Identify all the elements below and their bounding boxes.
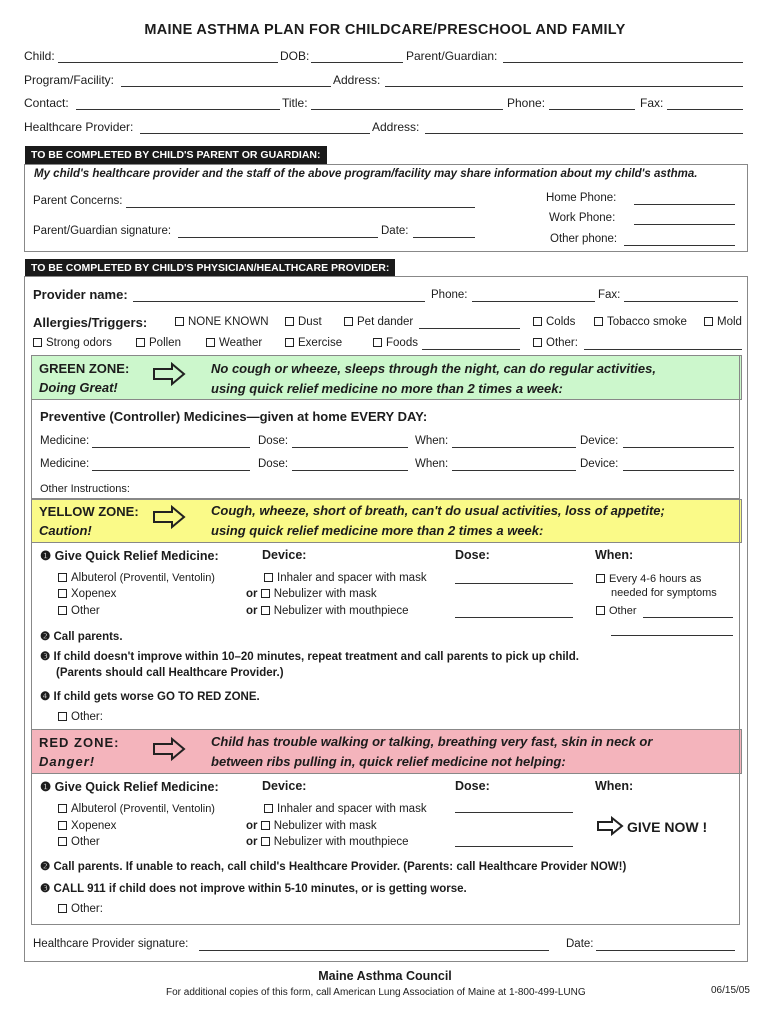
- red-dose-field-1[interactable]: [455, 812, 573, 813]
- when-field-1[interactable]: [452, 447, 576, 448]
- trigger-label: Colds: [546, 316, 576, 328]
- yellow-step-2: ❷ Call parents.: [40, 631, 123, 643]
- dose-label-2: Dose:: [258, 458, 289, 470]
- phone-label: Phone:: [507, 96, 546, 110]
- contact-field[interactable]: [76, 109, 280, 110]
- device-label-1: Device:: [580, 435, 619, 447]
- red-zone-status: Danger!: [39, 754, 96, 769]
- yellow-neb-mask-option[interactable]: [246, 588, 377, 600]
- green-zone-desc-2: using quick relief medicine no more than 2 times a week:: [211, 381, 563, 396]
- trigger-other[interactable]: [533, 337, 578, 349]
- when-label-2: When:: [415, 458, 449, 470]
- allergies-label: Allergies/Triggers:: [33, 315, 148, 330]
- form-title: MAINE ASTHMA PLAN FOR CHILDCARE/PRESCHOOL AND FAMILY: [144, 22, 626, 38]
- red-inhaler-option[interactable]: [264, 803, 427, 815]
- provider-fax-field[interactable]: [624, 301, 738, 302]
- program-facility-field[interactable]: [121, 86, 331, 87]
- green-zone-box: [31, 355, 740, 499]
- other-phone-field[interactable]: [624, 245, 735, 246]
- red-dose-field-2[interactable]: [455, 846, 573, 847]
- checkbox[interactable]: [58, 804, 67, 813]
- checkbox[interactable]: [264, 573, 273, 582]
- work-phone-field[interactable]: [634, 224, 735, 225]
- yellow-albuterol-option[interactable]: [58, 572, 215, 584]
- yellow-when-needed: needed for symptoms: [611, 587, 717, 599]
- red-albuterol-option[interactable]: [58, 803, 215, 815]
- parent-section-bar: TO BE COMPLETED BY CHILD'S PARENT OR GUARDIAN:: [25, 146, 327, 164]
- yellow-xopenex-option[interactable]: [58, 588, 116, 600]
- provider-address-label: Address:: [372, 120, 420, 134]
- med-brand: (Proventil, Ventolin): [119, 803, 215, 815]
- checkbox[interactable]: [596, 606, 605, 615]
- trigger-label: Dust: [298, 316, 322, 328]
- red-zone-desc-2: between ribs pulling in, quick relief medicine not helping:: [211, 754, 566, 769]
- yellow-zone-name: YELLOW ZONE:: [39, 504, 139, 519]
- checkbox[interactable]: [704, 317, 713, 326]
- red-other-option[interactable]: [58, 903, 103, 915]
- trigger-other-field[interactable]: [584, 349, 742, 350]
- trigger-none-known[interactable]: [175, 316, 269, 328]
- device-label: Inhaler and spacer with mask: [277, 572, 427, 584]
- physician-section-bar: TO BE COMPLETED BY CHILD'S PHYSICIAN/HEALTHCARE PROVIDER:: [25, 259, 395, 277]
- yellow-dose-field-2[interactable]: [455, 617, 573, 618]
- trigger-strong-odors[interactable]: [33, 337, 112, 349]
- council-name: Maine Asthma Council: [318, 969, 452, 983]
- checkbox[interactable]: [58, 606, 67, 615]
- red-zone-desc-1: Child has trouble walking or talking, breathing very fast, skin in neck or: [211, 734, 653, 749]
- checkbox[interactable]: [261, 606, 270, 615]
- dob-field[interactable]: [311, 62, 403, 63]
- device-field-1[interactable]: [623, 447, 734, 448]
- title-label: Title:: [282, 96, 308, 110]
- provider-fax-label: Fax:: [598, 289, 621, 301]
- dose-label-1: Dose:: [258, 435, 289, 447]
- parent-guardian-label: Parent/Guardian:: [406, 49, 498, 63]
- provider-name-field[interactable]: [133, 301, 425, 302]
- dose-field-1[interactable]: [292, 447, 408, 448]
- yellow-give-heading: ❶ Give Quick Relief Medicine:: [40, 549, 219, 563]
- provider-phone-label: Phone:: [431, 289, 468, 301]
- trigger-label: NONE KNOWN: [188, 316, 269, 328]
- checkbox[interactable]: [285, 317, 294, 326]
- trigger-weather[interactable]: [206, 337, 262, 349]
- trigger-label: Pet dander: [357, 316, 414, 328]
- yellow-other-med-option[interactable]: [58, 605, 100, 617]
- healthcare-provider-label: Healthcare Provider:: [24, 120, 134, 134]
- address-label: Address:: [333, 73, 381, 87]
- form-date: 06/15/05: [711, 985, 750, 996]
- copies-info: For additional copies of this form, call American Lung Association of Maine at 1-800-499-LUNG: [166, 987, 586, 998]
- give-now-text: GIVE NOW !: [627, 819, 708, 835]
- or-label: or: [246, 820, 258, 832]
- checkbox[interactable]: [596, 574, 605, 583]
- or-label: or: [246, 605, 258, 617]
- checkbox[interactable]: [175, 317, 184, 326]
- red-xopenex-option[interactable]: [58, 820, 116, 832]
- pet-dander-field[interactable]: [419, 328, 520, 329]
- home-phone-label: Home Phone:: [546, 192, 617, 204]
- when-label: Every 4-6 hours as: [609, 573, 702, 585]
- red-neb-mask-option[interactable]: [246, 820, 377, 832]
- checkbox[interactable]: [594, 317, 603, 326]
- red-step-2: ❷ Call parents. If unable to reach, call child's Healthcare Provider. (Parents: call Healthcare Provider NOW!): [40, 861, 627, 873]
- checkbox[interactable]: [261, 837, 270, 846]
- trigger-pet-dander[interactable]: [344, 316, 413, 328]
- trigger-pollen[interactable]: [136, 337, 181, 349]
- yellow-other-option[interactable]: [58, 711, 103, 723]
- consent-text: My child's healthcare provider and the staff of the above program/facility may share information about my child's asthma.: [34, 168, 698, 180]
- checkbox[interactable]: [58, 573, 67, 582]
- hp-signature-field[interactable]: [199, 950, 549, 951]
- red-give-heading: ❶ Give Quick Relief Medicine:: [40, 780, 219, 794]
- yellow-zone-status: Caution!: [39, 523, 92, 538]
- or-label: or: [246, 588, 258, 600]
- trigger-exercise[interactable]: [285, 337, 342, 349]
- fax-label: Fax:: [640, 96, 664, 110]
- other-label: Other:: [71, 903, 103, 915]
- medicine-label-1: Medicine:: [40, 435, 90, 447]
- healthcare-provider-field[interactable]: [140, 133, 370, 134]
- red-device-heading: Device:: [262, 779, 307, 793]
- device-label: Nebulizer with mask: [273, 588, 377, 600]
- title-field[interactable]: [311, 109, 503, 110]
- checkbox[interactable]: [58, 589, 67, 598]
- trigger-mold[interactable]: [704, 316, 742, 328]
- dose-field-2[interactable]: [292, 470, 408, 471]
- yellow-step-4: ❹ If child gets worse GO TO RED ZONE.: [40, 691, 260, 703]
- red-other-med-option[interactable]: [58, 836, 100, 848]
- or-label: or: [246, 836, 258, 848]
- trigger-label: Exercise: [298, 337, 343, 349]
- yellow-zone-desc-2: using quick relief medicine more than 2 times a week:: [211, 523, 544, 538]
- checkbox[interactable]: [206, 338, 215, 347]
- green-zone-name: GREEN ZONE:: [39, 361, 130, 376]
- trigger-label: Weather: [219, 337, 263, 349]
- preventive-heading: Preventive (Controller) Medicines—given at home EVERY DAY:: [40, 409, 428, 424]
- device-label: Nebulizer with mouthpiece: [273, 605, 409, 617]
- provider-address-field[interactable]: [425, 133, 743, 134]
- trigger-label: Tobacco smoke: [607, 316, 687, 328]
- yellow-step-3b: (Parents should call Healthcare Provider.): [56, 667, 284, 679]
- when-field-2[interactable]: [452, 470, 576, 471]
- med-label: Xopenex: [71, 820, 117, 832]
- green-zone-desc-1: No cough or wheeze, sleeps through the night, can do regular activities,: [211, 361, 656, 376]
- checkbox[interactable]: [533, 317, 542, 326]
- checkbox[interactable]: [264, 804, 273, 813]
- med-brand: (Proventil, Ventolin): [119, 572, 215, 584]
- yellow-step-3: ❸ If child doesn't improve within 10–20 minutes, repeat treatment and call parents to pick up child.: [40, 651, 579, 663]
- when-label: Other: [609, 605, 637, 617]
- provider-phone-field[interactable]: [472, 301, 595, 302]
- address-field[interactable]: [385, 86, 743, 87]
- checkbox[interactable]: [58, 821, 67, 830]
- checkbox[interactable]: [58, 712, 67, 721]
- yellow-when-other[interactable]: [596, 605, 637, 617]
- hp-date-label: Date:: [566, 938, 594, 950]
- checkbox[interactable]: [58, 837, 67, 846]
- work-phone-label: Work Phone:: [549, 212, 616, 224]
- contact-label: Contact:: [24, 96, 69, 110]
- child-field[interactable]: [58, 62, 278, 63]
- home-phone-field[interactable]: [634, 204, 735, 205]
- trigger-label: Strong odors: [46, 337, 112, 349]
- red-zone-name: RED ZONE:: [39, 735, 120, 750]
- medicine-label-2: Medicine:: [40, 458, 90, 470]
- trigger-colds[interactable]: [533, 316, 575, 328]
- checkbox[interactable]: [261, 589, 270, 598]
- checkbox[interactable]: [136, 338, 145, 347]
- parent-guardian-field[interactable]: [503, 62, 743, 63]
- hp-signature-label: Healthcare Provider signature:: [33, 938, 189, 950]
- trigger-label: Pollen: [149, 337, 181, 349]
- trigger-dust[interactable]: [285, 316, 322, 328]
- device-label: Inhaler and spacer with mask: [277, 803, 427, 815]
- med-label: Albuterol: [71, 572, 117, 584]
- yellow-when-every[interactable]: [596, 573, 701, 585]
- checkbox[interactable]: [373, 338, 382, 347]
- checkbox[interactable]: [261, 821, 270, 830]
- device-label-2: Device:: [580, 458, 619, 470]
- yellow-dose-field-1[interactable]: [455, 583, 573, 584]
- yellow-device-heading: Device:: [262, 548, 307, 562]
- provider-name-label: Provider name:: [33, 287, 128, 302]
- yellow-when-other-field-2[interactable]: [611, 635, 733, 636]
- device-label: Nebulizer with mask: [273, 820, 377, 832]
- parent-date-label: Date:: [381, 225, 409, 237]
- yellow-when-other-field[interactable]: [643, 617, 733, 618]
- hp-date-field[interactable]: [596, 950, 735, 951]
- trigger-label: Other:: [546, 337, 578, 349]
- yellow-zone-desc-1: Cough, wheeze, short of breath, can't do usual activities, loss of appetite;: [211, 503, 665, 518]
- phone-field[interactable]: [549, 109, 635, 110]
- yellow-inhaler-option[interactable]: [264, 572, 427, 584]
- parent-concerns-field[interactable]: [126, 207, 475, 208]
- trigger-foods[interactable]: [373, 337, 418, 349]
- checkbox[interactable]: [344, 317, 353, 326]
- other-label: Other:: [71, 711, 103, 723]
- device-label: Nebulizer with mouthpiece: [273, 836, 409, 848]
- green-zone-status: Doing Great!: [39, 380, 118, 395]
- medicine-field-2[interactable]: [92, 470, 250, 471]
- arrow-right-icon: [596, 816, 624, 836]
- yellow-neb-mouth-option[interactable]: [246, 605, 409, 617]
- red-neb-mouth-option[interactable]: [246, 836, 409, 848]
- red-dose-heading: Dose:: [455, 779, 490, 793]
- dob-label: DOB:: [280, 49, 310, 63]
- device-field-2[interactable]: [623, 470, 734, 471]
- program-facility-label: Program/Facility:: [24, 73, 115, 87]
- checkbox[interactable]: [533, 338, 542, 347]
- foods-field[interactable]: [422, 349, 520, 350]
- trigger-tobacco[interactable]: [594, 316, 687, 328]
- parent-date-field[interactable]: [413, 237, 475, 238]
- yellow-dose-heading: Dose:: [455, 548, 490, 562]
- med-label: Albuterol: [71, 803, 117, 815]
- red-step-3: ❸ CALL 911 if child does not improve within 5-10 minutes, or is getting worse.: [40, 883, 467, 895]
- child-label: Child:: [24, 49, 55, 63]
- red-when-heading: When:: [595, 779, 634, 793]
- medicine-field-1[interactable]: [92, 447, 250, 448]
- parent-signature-label: Parent/Guardian signature:: [33, 225, 172, 237]
- parent-signature-field[interactable]: [178, 237, 378, 238]
- other-instructions-label: Other Instructions:: [40, 483, 130, 495]
- yellow-when-heading: When:: [595, 548, 634, 562]
- parent-concerns-label: Parent Concerns:: [33, 195, 123, 207]
- checkbox[interactable]: [285, 338, 294, 347]
- checkbox[interactable]: [58, 904, 67, 913]
- med-label: Other: [71, 605, 100, 617]
- med-label: Other: [71, 836, 100, 848]
- when-label-1: When:: [415, 435, 449, 447]
- trigger-label: Mold: [717, 316, 742, 328]
- med-label: Xopenex: [71, 588, 117, 600]
- other-phone-label: Other phone:: [550, 233, 618, 245]
- checkbox[interactable]: [33, 338, 42, 347]
- trigger-label: Foods: [386, 337, 418, 349]
- fax-field[interactable]: [667, 109, 743, 110]
